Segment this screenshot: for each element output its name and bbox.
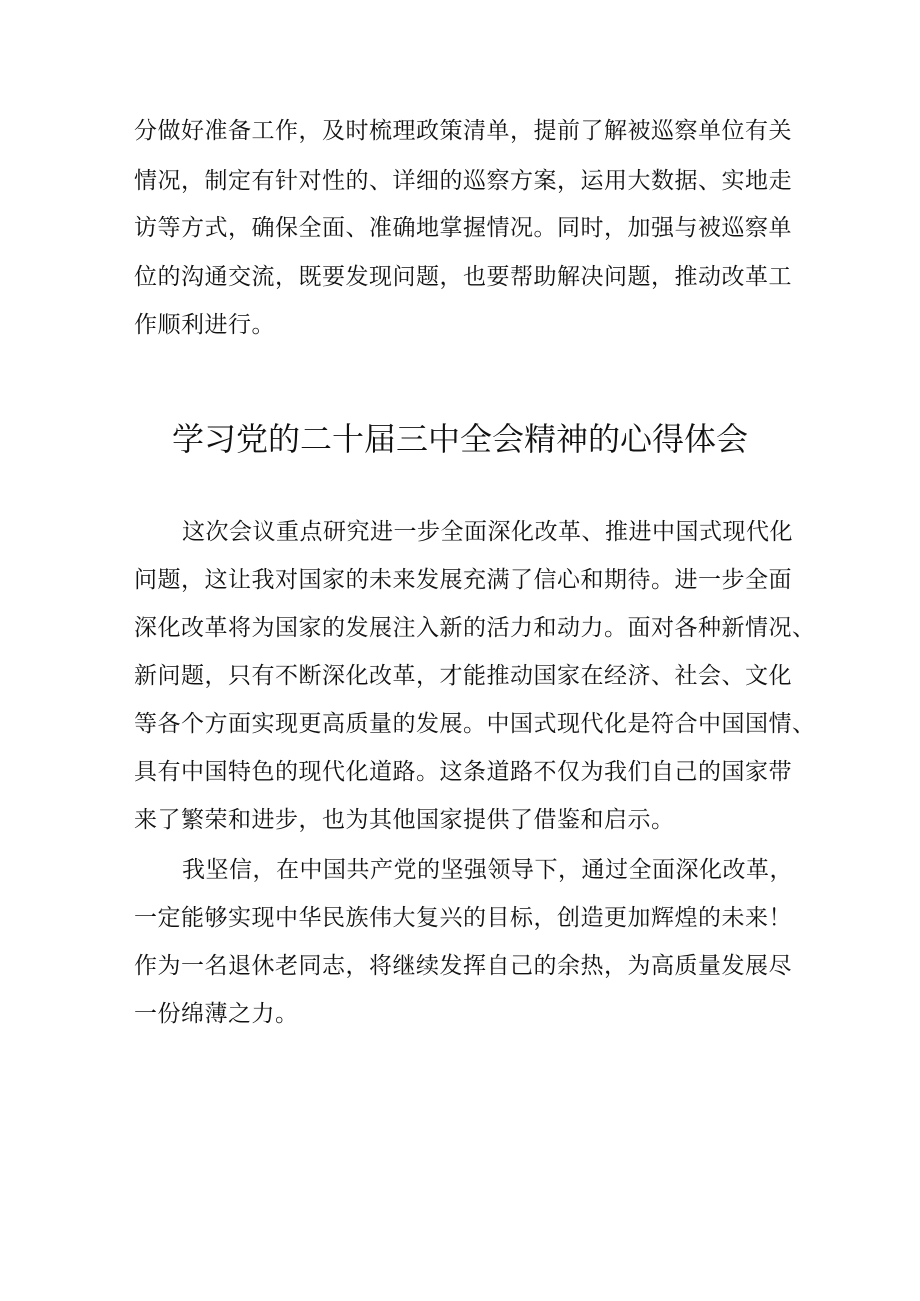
paragraph-line: 一份绵薄之力。 [134,1001,299,1027]
intro-line: 分做好准备工作，及时梳理政策清单，提前了解被巡察单位有关 [134,118,792,144]
paragraph-line: 我坚信，在中国共产党的坚强领导下，通过全面深化改革， [182,857,793,883]
intro-line: 访等方式，确保全面、准确地掌握情况。同时，加强与被巡察单 [134,215,792,241]
paragraph-line: 一定能够实现中华民族伟大复兴的目标，创造更加辉煌的未来！ [134,905,792,931]
paragraph-line: 深化改革将为国家的发展注入新的活力和动力。面对各种新情况、 [134,615,816,641]
paragraph-line: 作为一名退休老同志，将继续发挥自己的余热，为高质量发展尽 [134,953,792,979]
intro-line: 情况，制定有针对性的、详细的巡察方案，运用大数据、实地走 [134,168,792,194]
intro-line: 作顺利进行。 [134,312,275,338]
paragraph-line: 这次会议重点研究进一步全面深化改革、推进中国式现代化 [182,519,793,545]
paragraph-line: 等各个方面实现更高质量的发展。中国式现代化是符合中国国情、 [134,711,816,737]
intro-line: 位的沟通交流，既要发现问题，也要帮助解决问题，推动改革工 [134,264,792,290]
document-title: 学习党的二十届三中全会精神的心得体会 [171,420,748,458]
paragraph-line: 来了繁荣和进步，也为其他国家提供了借鉴和启示。 [134,807,675,833]
paragraph-line: 具有中国特色的现代化道路。这条道路不仅为我们自己的国家带 [134,759,792,785]
paragraph-line: 问题，这让我对国家的未来发展充满了信心和期待。进一步全面 [134,567,792,593]
paragraph-line: 新问题，只有不断深化改革，才能推动国家在经济、社会、文化 [134,663,792,689]
